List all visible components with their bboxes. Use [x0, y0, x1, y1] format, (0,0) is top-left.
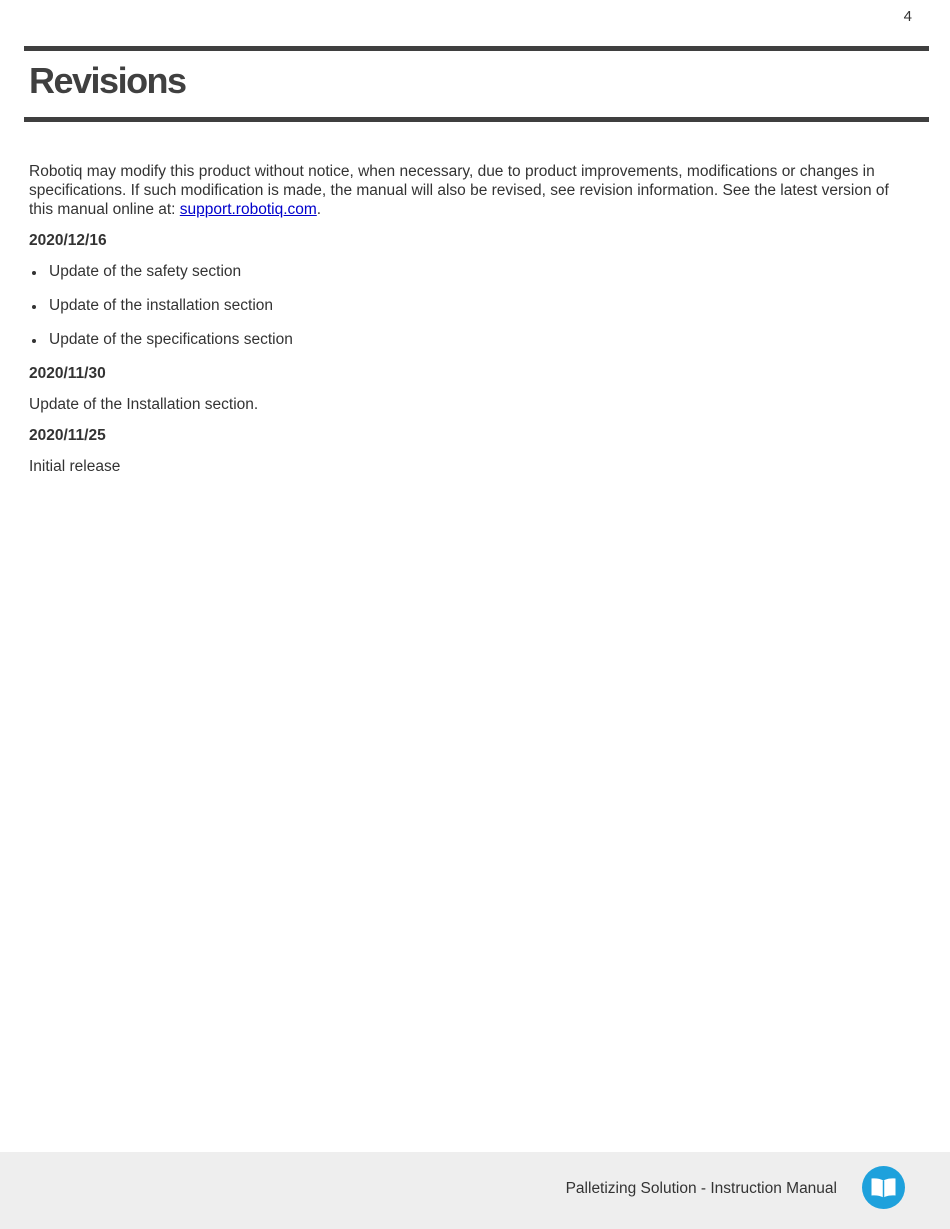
title-bottom-rule [24, 117, 929, 122]
main-content [29, 162, 899, 488]
list-item [29, 296, 899, 315]
intro-paragraph [29, 162, 899, 219]
intro-text: Robotiq may modify this product without notice, when necessary, due to product improvements, modifications or changes in specifications. If such modification is made, the manual will also be revised, see revision information. See the latest version of this manual online at: [29, 163, 889, 218]
list-item [29, 262, 899, 281]
page-title: Revisions [29, 60, 186, 101]
revision-text: Initial release [29, 458, 121, 475]
support-link[interactable]: support.robotiq.com [179, 201, 317, 218]
page-number: 4 [903, 8, 912, 25]
revision-date: 2020/11/30 [29, 365, 106, 382]
list-item-text: Update of the safety section [49, 263, 242, 280]
revision-change-list [29, 262, 899, 349]
intro-text-end: . [316, 201, 322, 218]
book-icon [862, 1166, 905, 1209]
title-top-rule [24, 46, 929, 51]
revision-text: Update of the Installation section. [29, 396, 259, 413]
revision-date: 2020/12/16 [29, 232, 107, 249]
page-footer [0, 1152, 950, 1229]
bullet-icon [32, 271, 36, 275]
revision-date: 2020/11/25 [29, 427, 106, 444]
list-item-text: Update of the installation section [49, 297, 274, 314]
list-item-text: Update of the specifications section [49, 331, 293, 348]
list-item [29, 330, 899, 349]
bullet-icon [32, 339, 36, 343]
bullet-icon [32, 305, 36, 309]
footer-title: Palletizing Solution - Instruction Manual [565, 1180, 837, 1197]
